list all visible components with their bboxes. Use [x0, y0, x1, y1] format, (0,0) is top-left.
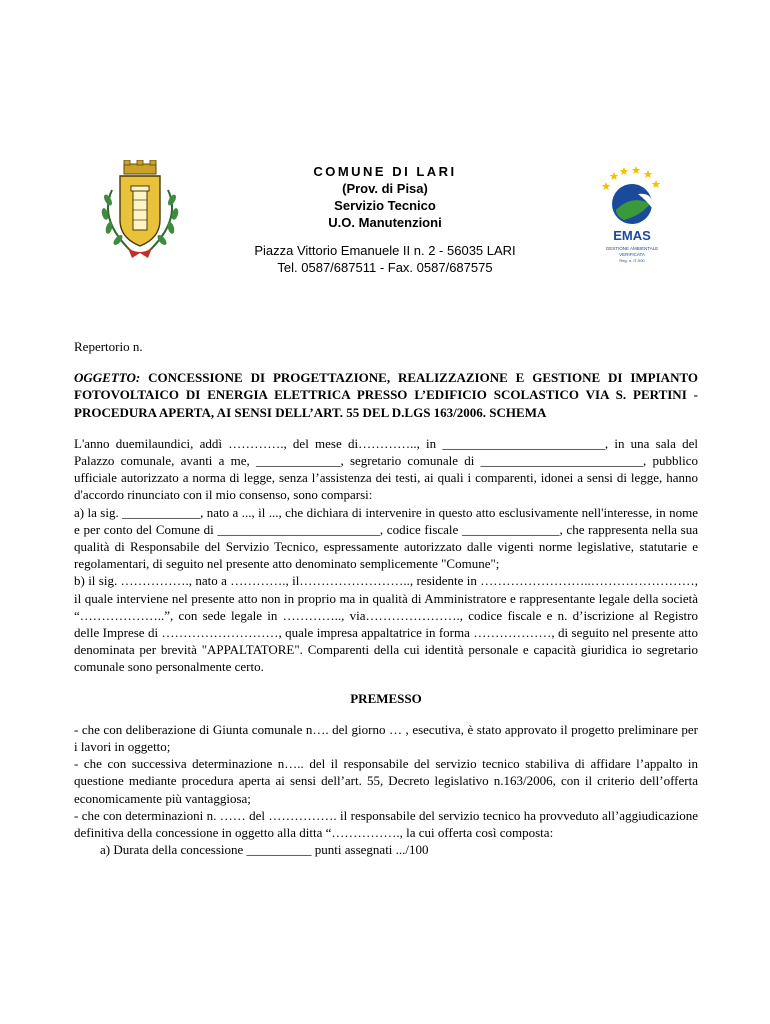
unit-name: U.O. Manutenzioni: [328, 215, 442, 230]
premesso-item-2: - che con successiva determinazione n….. del il responsabile del servizio tecnico stabiliva di affidare l’appalto in questione mediante procedura aperta ai sensi dell’art. 55, Decreto legislativo n.163/2006, con il criterio dell’offerta economicamente più vantaggiosa;: [74, 756, 698, 806]
premesso-item-1: - che con deliberazione di Giunta comunale n…. del giorno … , esecutiva, è stato approvato il progetto preliminare per i lavori in oggetto;: [74, 721, 698, 755]
offer-list: [74, 841, 698, 858]
party-b-paragraph: b) il sig. ……………., nato a …………., il…………………….., residente in ……………………..……………………, il quale interviene nel presente atto non in proprio ma in qualità di Amministratore e rappresentante legale della società “………………..”, con sede legale in ………….., via…………………., codice fiscale e n. d’iscrizione al Registro delle Imprese di ………………………, quale impresa appaltatrice in forma ………………, di seguito nel presente atto denominata per brevità "APPALTATORE". Comparenti della cui identità personale e capacità giuridica io segretario comunale sono personalmente certo.: [74, 573, 698, 675]
document-body: [74, 338, 698, 858]
intro-paragraph: L'anno duemilaundici, addì …………., del mese di………….., in _________________________, in una sala del Palazzo comunale, avanti a me, _____________, segretario comunale di _________________________, pubblico ufficiale autorizzato a norma di legge, senza l’assistenza dei testi, ai quali i comparenti, idonei a sensi di legge, hanno d'accordo rinunciato con il mio consenso, sono comparsi:: [74, 435, 698, 503]
emas-logo-text: EMAS: [613, 228, 651, 243]
emas-caption-2: VERIFICATA: [619, 252, 645, 257]
office-name: Servizio Tecnico: [334, 198, 436, 213]
emas-caption-1: GESTIONE AMBIENTALE: [605, 246, 659, 251]
emas-caption-3: Reg. n. IT-000: [619, 258, 645, 263]
repertorio-line: Repertorio n.: [74, 339, 143, 354]
subject-text: CONCESSIONE DI PROGETTAZIONE, REALIZZAZIONE E GESTIONE DI IMPIANTO FOTOVOLTAICO DI ENERGIA ELETTRICA PRESSO L’EDIFICIO SCOLASTICO VIA S. PERTINI - PROCEDURA APERTA, AI SENSI DELL’ART. 55 DEL D.LGS 163/2006. SCHEMA: [74, 370, 698, 420]
address: Piazza Vittorio Emanuele II n. 2 - 56035 LARI: [254, 243, 516, 258]
org-name: COMUNE DI LARI: [313, 164, 457, 179]
offer-list-item-a: a) Durata della concessione __________ punti assegnati .../100: [100, 842, 429, 858]
premesso-heading: PREMESSO: [350, 690, 422, 706]
party-a-paragraph: a) la sig. ____________, nato a ..., il ..., che dichiara di intervenire in questo atto esclusivamente nell'interesse, in nome e per conto del Comune di _________________________, codice fiscale _______________, che rappresenta nella sua qualità di Responsabile del Servizio Tecnico, espressamente autorizzato dalle vigenti norme legislative, statutarie e regolamentari, di seguito nel presente atto denominato semplicemente "Comune";: [74, 504, 698, 572]
premesso-item-3: - che con determinazioni n. …… del ……………. il responsabile del servizio tecnico ha provveduto all’aggiudicazione definitiva della concessione in oggetto alla ditta “……………., la cui offerta così composta:: [74, 807, 698, 841]
subject-label: OGGETTO:: [74, 370, 141, 386]
subject-paragraph: [74, 369, 698, 421]
document-header: [0, 163, 770, 276]
phone-fax: Tel. 0587/687511 - Fax. 0587/687575: [277, 260, 493, 275]
province: (Prov. di Pisa): [342, 181, 428, 196]
